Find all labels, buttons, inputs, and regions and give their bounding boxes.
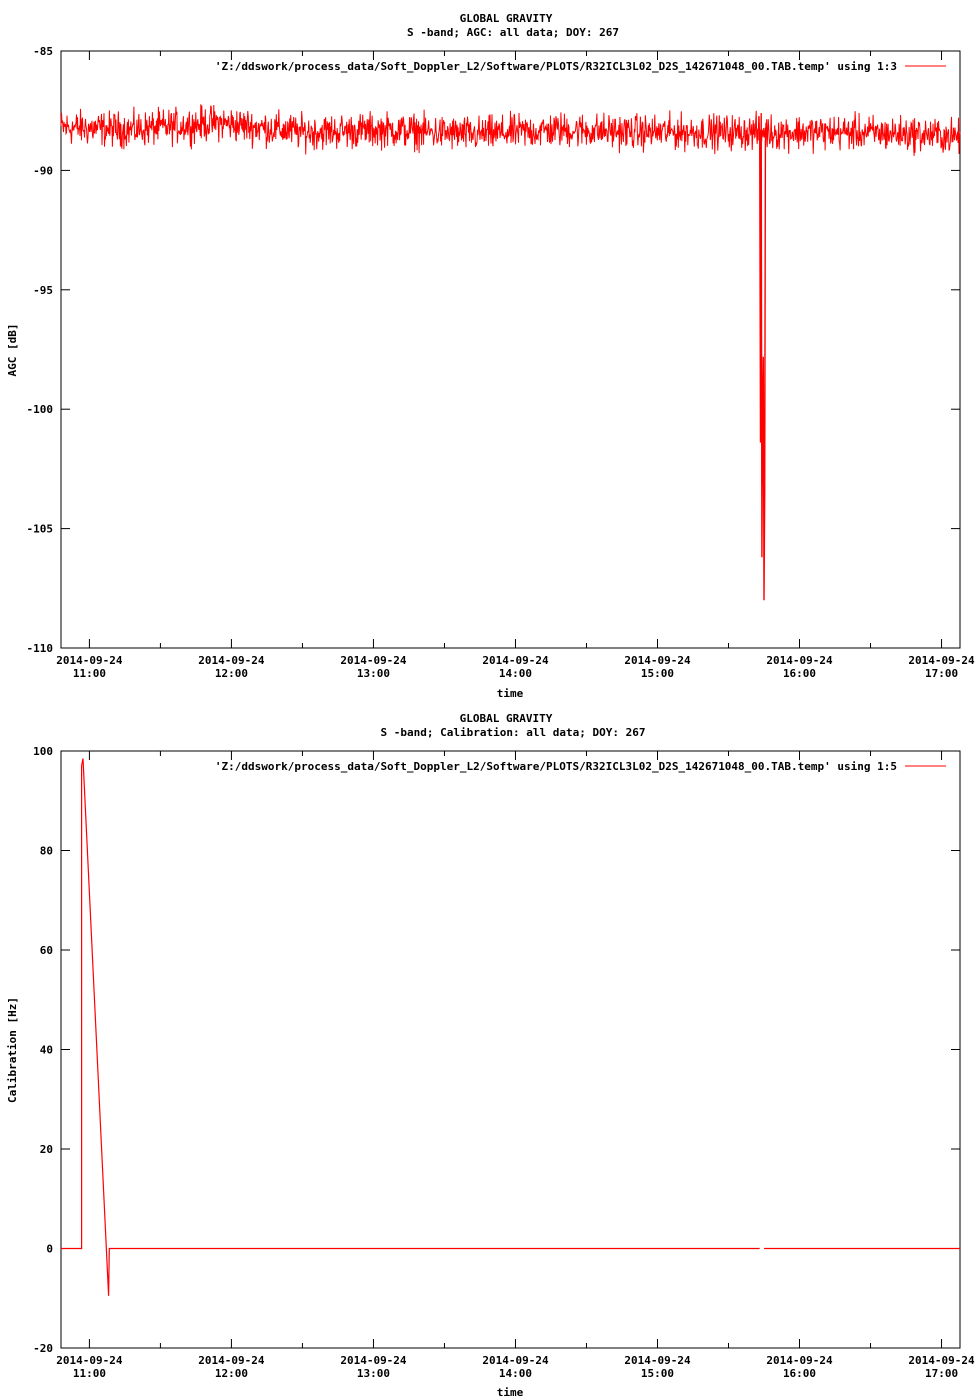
calibration-series-segment-0	[61, 759, 760, 1296]
x-tick-date-label: 2014-09-24	[624, 654, 691, 667]
y-tick-label: -110	[26, 642, 53, 655]
y-tick-label: -85	[33, 45, 53, 58]
x-tick-date-label: 2014-09-24	[624, 1354, 691, 1367]
x-tick-time-label: 17:00	[924, 1367, 959, 1380]
x-tick-date-label: 2014-09-24	[56, 1354, 123, 1367]
agc-x-axis-ticks	[56, 51, 975, 680]
agc-x-axis-label: time	[496, 687, 524, 700]
x-tick-time-label: 16:00	[782, 667, 817, 680]
x-tick-time-label: 15:00	[640, 1367, 675, 1380]
calibration-chart-subtitle: S -band; Calibration: all data; DOY: 267	[380, 726, 646, 739]
x-tick-time-label: 13:00	[356, 1367, 391, 1380]
x-tick-time-label: 13:00	[356, 667, 391, 680]
y-tick-label: -100	[26, 403, 53, 417]
x-tick-date-label: 2014-09-24	[340, 654, 407, 667]
y-tick-label: 0	[46, 1242, 53, 1256]
x-tick-date-label: 2014-09-24	[908, 654, 975, 667]
agc-chart-title: GLOBAL GRAVITY	[459, 12, 553, 25]
x-tick-time-label: 12:00	[214, 1367, 248, 1380]
calibration-legend-text: 'Z:/ddswork/process_data/Soft_Doppler_L2/Software/PLOTS/R32ICL3L02_D2S_142671048_00.TAB.temp' using 1:5	[214, 760, 897, 773]
agc-y-axis-label: AGC [dB]	[6, 323, 19, 377]
x-tick-time-label: 14:00	[498, 1367, 533, 1380]
y-tick-label: 20	[39, 1143, 53, 1156]
agc-dropout-spike	[760, 113, 767, 600]
x-tick-date-label: 2014-09-24	[908, 1354, 975, 1367]
y-tick-label: -90	[33, 164, 53, 178]
y-tick-label: -105	[26, 522, 53, 536]
calibration-y-axis-label: Calibration [Hz]	[6, 997, 19, 1103]
calibration-plot-frame	[61, 751, 960, 1348]
x-tick-time-label: 12:00	[214, 667, 248, 680]
agc-chart-subtitle: S -band; AGC: all data; DOY: 267	[407, 26, 619, 39]
x-tick-date-label: 2014-09-24	[482, 654, 549, 667]
x-tick-time-label: 15:00	[640, 667, 675, 680]
x-tick-date-label: 2014-09-24	[766, 1354, 833, 1367]
agc-legend-text: 'Z:/ddswork/process_data/Soft_Doppler_L2/Software/PLOTS/R32ICL3L02_D2S_142671048_00.TAB.temp' using 1:3	[214, 60, 897, 73]
agc-chart	[6, 12, 975, 700]
x-tick-date-label: 2014-09-24	[56, 654, 123, 667]
x-tick-time-label: 17:00	[924, 667, 959, 680]
y-tick-label: 60	[39, 944, 53, 957]
x-tick-time-label: 16:00	[782, 1367, 817, 1380]
y-tick-label: -95	[33, 283, 53, 297]
calibration-series	[61, 759, 960, 1296]
calibration-chart	[6, 712, 975, 1399]
x-tick-time-label: 11:00	[72, 667, 106, 680]
x-tick-date-label: 2014-09-24	[198, 654, 265, 667]
calibration-y-axis-ticks	[33, 745, 960, 1355]
agc-series-line	[61, 104, 960, 156]
calibration-x-axis-ticks	[56, 751, 975, 1380]
x-tick-time-label: 14:00	[498, 667, 533, 680]
calibration-x-axis-label: time	[496, 1386, 524, 1399]
x-tick-date-label: 2014-09-24	[198, 1354, 265, 1367]
x-tick-date-label: 2014-09-24	[340, 1354, 407, 1367]
x-tick-date-label: 2014-09-24	[482, 1354, 549, 1367]
x-tick-date-label: 2014-09-24	[766, 654, 833, 667]
y-tick-label: 40	[39, 1043, 53, 1057]
x-tick-time-label: 11:00	[72, 1367, 106, 1380]
y-tick-label: 80	[39, 844, 53, 858]
y-tick-label: -20	[33, 1342, 53, 1355]
calibration-chart-title: GLOBAL GRAVITY	[459, 712, 553, 725]
y-tick-label: 100	[33, 745, 53, 758]
